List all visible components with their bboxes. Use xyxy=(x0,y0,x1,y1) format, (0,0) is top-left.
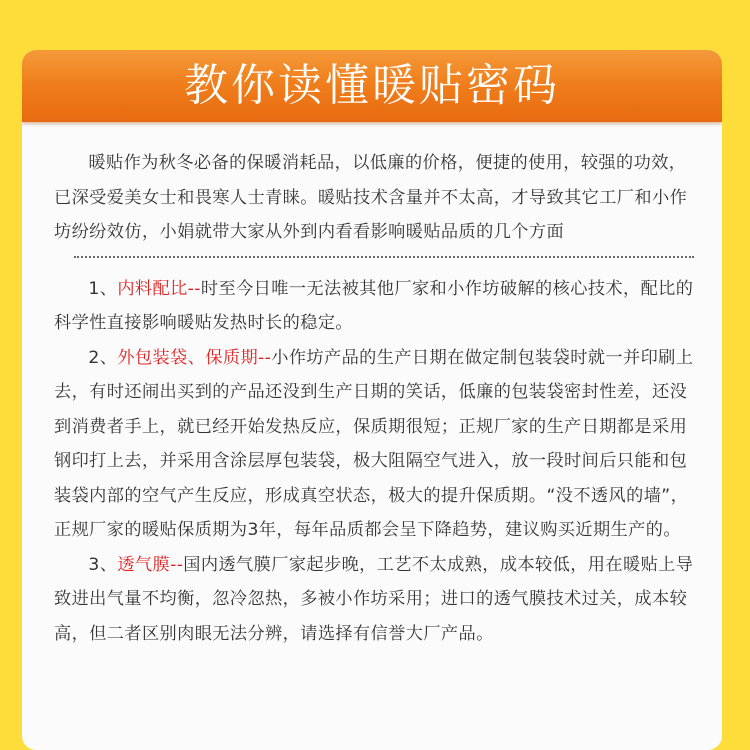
section-3-text: 国内透气膜厂家起步晚，工艺不太成熟，成本较低，用在暖贴上导致进出气量不均衡，忽冷忽热，多被小作坊采用；进口的透气膜技术过关，成本较高，但二者区别肉眼无法分辨，请选择有信誉大厂产品。 xyxy=(54,554,694,644)
section-3 xyxy=(54,548,694,652)
content-panel xyxy=(22,50,722,750)
section-2 xyxy=(54,341,694,548)
section-3-number: 3、 xyxy=(88,554,118,575)
section-3-heading: 透气膜-- xyxy=(117,554,184,575)
intro-paragraph: 暖贴作为秋冬必备的保暖消耗品，以低廉的价格，便捷的使用，较强的功效，已深受爱美女士和畏寒人士青睐。暖贴技术含量并不太高，才导致其它工厂和小作坊纷纷效仿，小娟就带大家从外到内看看影响暖贴品质的几个方面 xyxy=(54,153,688,242)
section-1 xyxy=(54,272,694,341)
section-2-number: 2、 xyxy=(88,347,118,368)
section-1-text: 时至今日唯一无法被其他厂家和小作坊破解的核心技术，配比的科学性直接影响暖贴发热时长的稳定。 xyxy=(54,278,694,333)
title-banner xyxy=(22,50,722,122)
section-1-number: 1、 xyxy=(88,278,118,299)
section-2-heading: 外包装袋、保质期-- xyxy=(117,347,272,368)
dotted-divider xyxy=(74,256,694,258)
page-title: 教你读懂暖贴密码 xyxy=(184,60,560,111)
section-2-text: 小作坊产品的生产日期在做定制包装袋时就一并印刷上去，有时还闹出买到的产品还没到生产日期的笑话，低廉的包装袋密封性差，还没到消费者手上，就已经开始发热反应，保质期很短；正规厂家的生产日期都是采用钢印打上去，并采用含涂层厚包装袋，极大阻隔空气进入，放一段时间后只能和包装袋内部的空气产生反应，形成真空状态，极大的提升保质期。“没不透风的墙”，正规厂家的暖贴保质期为3年，每年品质都会呈下降趋势，建议购买近期生产的。 xyxy=(54,347,694,540)
article-body xyxy=(54,146,694,651)
section-1-heading: 内料配比-- xyxy=(117,278,201,299)
